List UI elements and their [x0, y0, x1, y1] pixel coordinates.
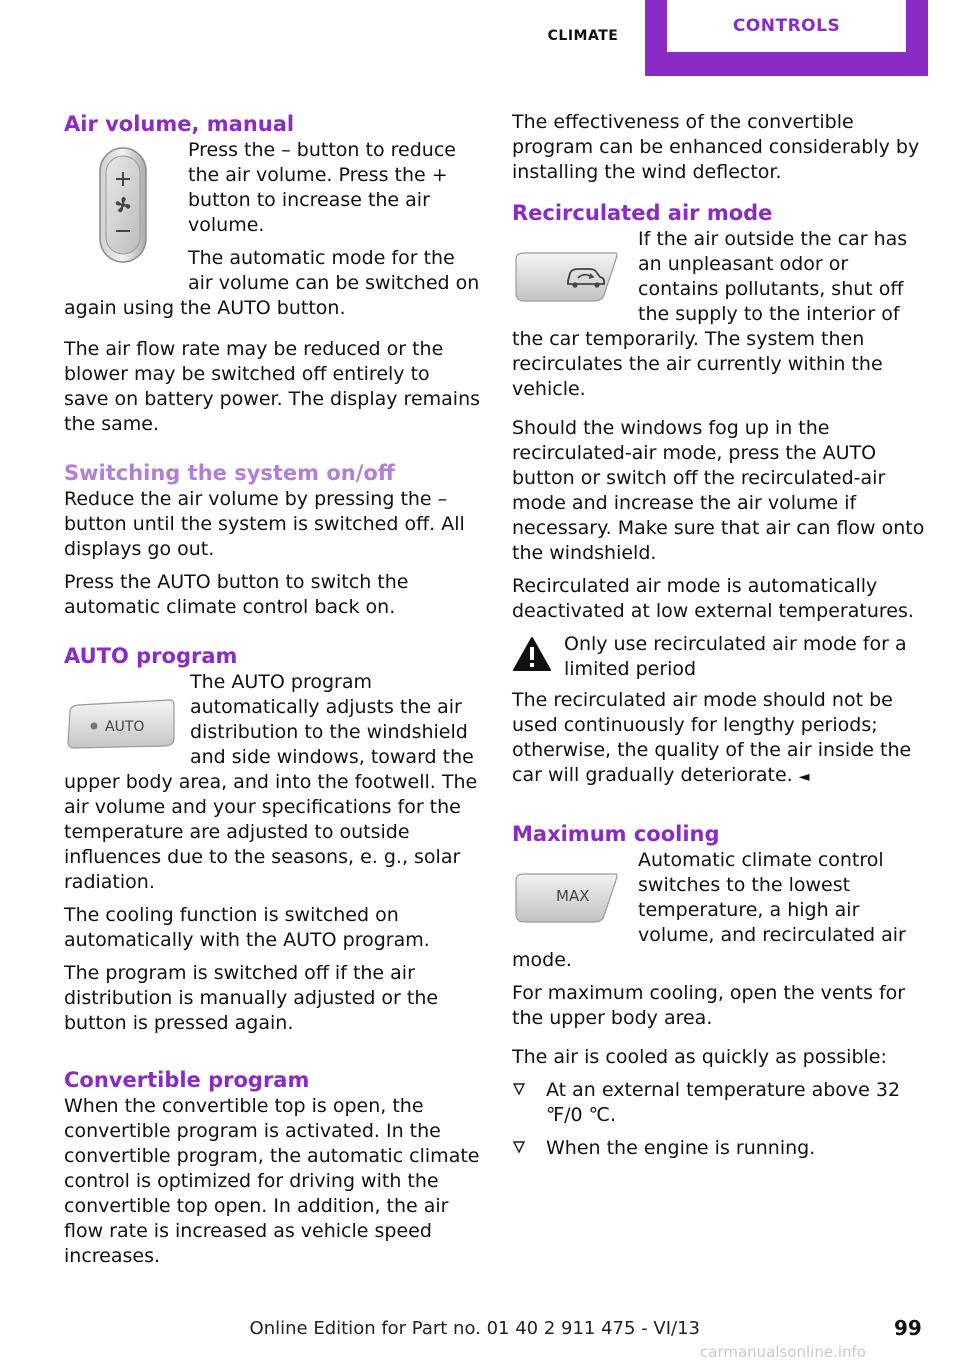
left-column: [64, 110, 480, 1283]
end-of-note-mark: ◄: [798, 769, 810, 785]
section-recirculated: [512, 199, 930, 798]
auto-button-icon: [64, 698, 176, 752]
wind-deflector-text: The effectiveness of the convertible program can be enhanced considerably by installing the wind deflector.: [512, 111, 920, 183]
figure-auto-button: [64, 698, 176, 759]
heading-recirculated: Recirculated air mode: [512, 201, 773, 225]
chapter-tab-label: CONTROLS: [667, 0, 906, 52]
right-column: [512, 110, 930, 1183]
list-triangle-icon: [512, 1078, 526, 1102]
running-header-section: CLIMATE: [547, 28, 619, 44]
chapter-tab: [645, 0, 928, 76]
warning-box: [512, 632, 930, 682]
switching-text-2: Press the AUTO button to switch the automatic climate control back on.: [64, 571, 409, 618]
auto-program-text-2: The cooling function is switched on automatically with the AUTO program.: [64, 904, 430, 951]
recirculated-text-2: Should the windows fog up in the recirculated-air mode, press the AUTO button or switch off the recirculated-air mode and increase the air volume if necessary. Make sure that air can flow onto the windshield.: [512, 417, 925, 564]
page-number: 99: [894, 1316, 922, 1340]
max-cooling-text-1: Automatic climate control switches to the lowest temperature, a high air volume, and recirculated air mode.: [512, 849, 906, 971]
convertible-text-1: When the convertible top is open, the convertible program is activated. In the convertible program, the automatic climate control is optimized for driving with the convertible top open. In addition, the air flow rate is increased as vehicle speed increases.: [64, 1095, 480, 1267]
figure-max-button: [512, 870, 620, 933]
recirculated-text-3: Recirculated air mode is automatically deactivated at low external temperatures.: [512, 575, 914, 622]
max-cooling-text-3: The air is cooled as quickly as possible:: [512, 1046, 887, 1068]
auto-program-text-1: The AUTO program automatically adjusts the air distribution to the windshield and side windows, toward the upper body area, and into the footwell. The air volume and your specifications for the temperature are adjusted to outside influences due to the seasons, e. g., solar radiation.: [64, 671, 478, 893]
air-volume-text-3: The air flow rate may be reduced or the blower may be switched off entirely to save on battery power. The display remains the same.: [64, 338, 481, 435]
heading-max-cooling: Maximum cooling: [512, 822, 720, 846]
max-cooling-text-2: For maximum cooling, open the vents for the upper body area.: [512, 982, 906, 1029]
footer-edition: Online Edition for Part no. 01 40 2 911 475 - VI/13: [249, 1318, 700, 1339]
fan-rocker-switch-icon: [64, 146, 174, 266]
list-item: [512, 1078, 930, 1128]
figure-recirculation-button: [512, 249, 620, 312]
recirculated-text-4: The recirculated air mode should not be used continuously for lengthy periods; otherwise, the quality of the air inside the car will gradually deteriorate.: [512, 689, 912, 786]
max-button-label: MAX: [556, 887, 590, 905]
section-convertible: [64, 1066, 480, 1269]
list-triangle-icon: [512, 1136, 526, 1160]
warning-text: Only use recirculated air mode for a limited period: [564, 633, 907, 680]
recirculation-button-icon: [512, 249, 620, 305]
figure-fan-rocker: [64, 146, 174, 273]
watermark: carmanualsonline.info: [700, 1343, 866, 1361]
recirculated-text-1: If the air outside the car has an unpleasant odor or contains pollutants, shut off the supply to the interior of the car temporarily. The system then recirculates the air currently within the vehicle.: [512, 228, 908, 400]
heading-convertible: Convertible program: [64, 1068, 310, 1092]
air-volume-text-1: Press the – button to reduce the air volume. Press the + button to increase the air volume.: [188, 139, 456, 236]
heading-auto-program: AUTO program: [64, 644, 238, 668]
max-button-icon: [512, 870, 620, 926]
warning-triangle-icon: [512, 636, 552, 672]
section-air-volume: [64, 110, 480, 445]
switching-text-1: Reduce the air volume by pressing the – button until the system is switched off. All displays go out.: [64, 488, 465, 560]
section-auto-program: [64, 642, 480, 1044]
heading-switching: Switching the system on/off: [64, 461, 395, 485]
bullet-text: When the engine is running.: [546, 1137, 816, 1159]
auto-button-label: AUTO: [105, 719, 145, 735]
air-volume-text-2: The automatic mode for the air volume can be switched on again using the AUTO button.: [64, 247, 480, 319]
conditions-list: [512, 1078, 930, 1161]
bullet-text: At an external temperature above 32 ℉/0 ℃.: [546, 1079, 901, 1126]
section-max-cooling: [512, 820, 930, 1169]
list-item: [512, 1136, 930, 1161]
section-switching: [64, 459, 480, 620]
auto-program-text-3: The program is switched off if the air distribution is manually adjusted or the button is pressed again.: [64, 962, 439, 1034]
heading-air-volume: Air volume, manual: [64, 112, 295, 136]
